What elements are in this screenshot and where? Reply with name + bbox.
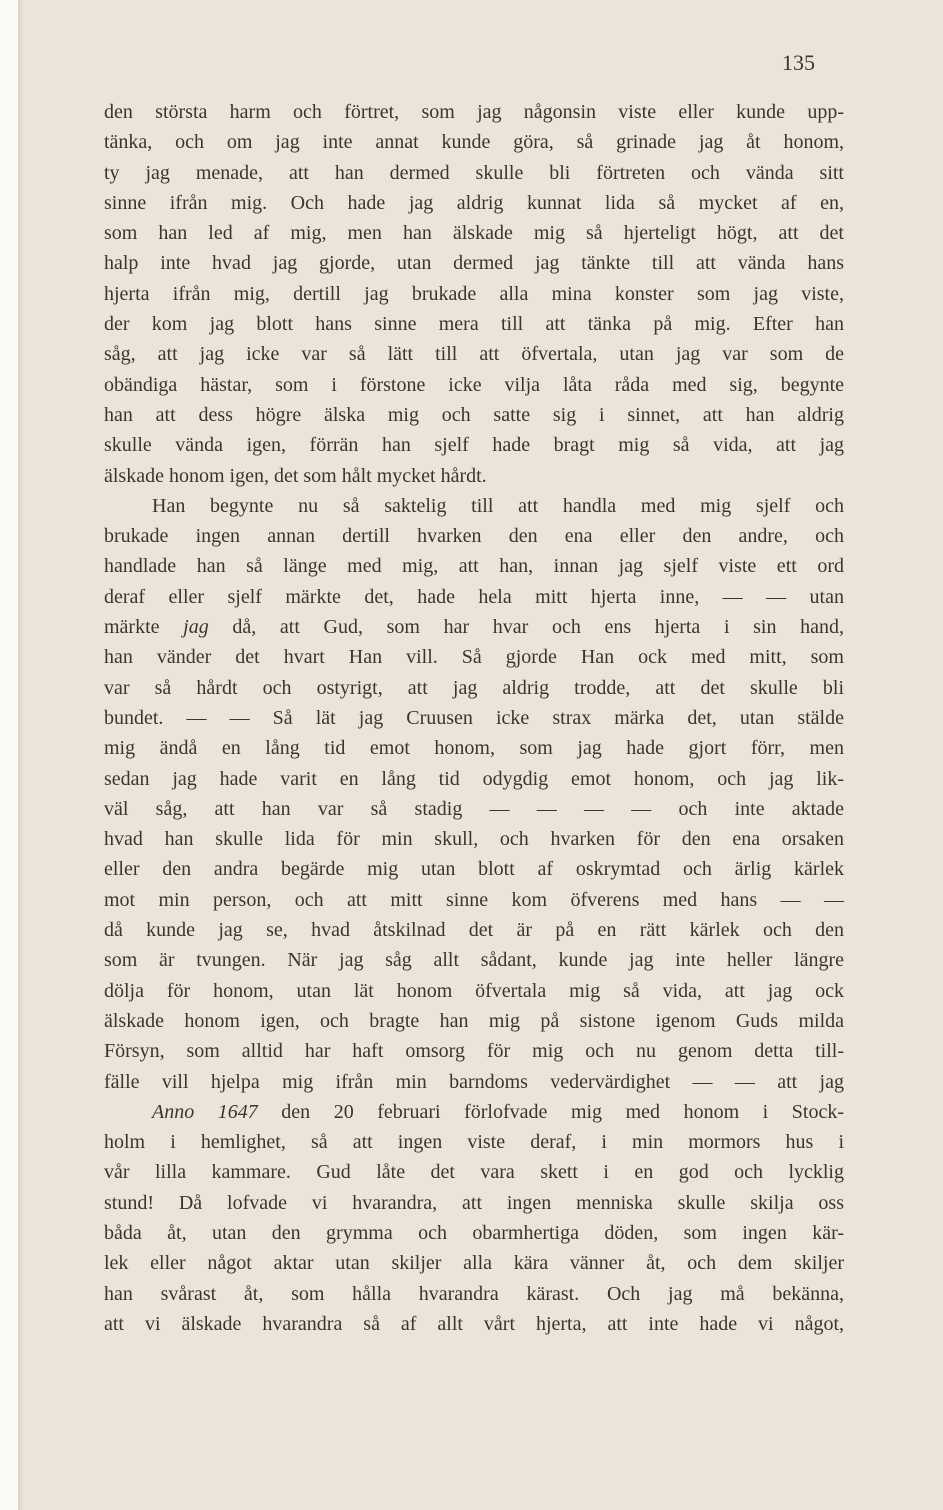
text-segment: märkte xyxy=(104,616,184,639)
text-line: ty jag menade, att han dermed skulle bli förtreten och vända sitt xyxy=(104,161,844,184)
text-line: den största harm och förtret, som jag någonsin viste eller kunde upp- xyxy=(104,101,844,123)
text-segment: den 20 februari förlofvade mig med honom i Stock- xyxy=(257,1100,844,1123)
text-line xyxy=(104,612,844,642)
text-segment: då, att Gud, som har hvar och ens hjerta i sin hand, xyxy=(208,616,844,639)
text-line: älskade honom igen, det som hålt mycket hårdt. xyxy=(104,464,487,487)
text-line: Försyn, som alltid har haft omsorg för mig och nu genom detta till- xyxy=(104,1040,844,1063)
text-line: hjerta ifrån mig, dertill jag brukade alla mina konster som jag viste, xyxy=(104,282,844,305)
text-line: tänka, och om jag inte annat kunde göra, så grinade jag åt honom, xyxy=(104,131,844,154)
text-line: holm i hemlighet, så att ingen viste deraf, i min mormors hus i xyxy=(104,1131,844,1154)
text-line: handlade han så länge med mig, att han, innan jag sjelf viste ett ord xyxy=(104,555,844,578)
text-line: brukade ingen annan dertill hvarken den ena eller den andre, och xyxy=(104,525,844,548)
text-line: såg, att jag icke var så lätt till att öfvertala, utan jag var som de xyxy=(104,343,844,366)
scan-edge-shadow xyxy=(18,0,24,1510)
text-line: väl såg, att han var så stadig — — — — och inte aktade xyxy=(104,797,844,820)
text-line: han svårast åt, som hålla hvarandra kärast. Och jag må bekänna, xyxy=(104,1282,844,1305)
text-line: var så hårdt och ostyrigt, att jag aldrig trodde, att det skulle bli xyxy=(104,676,844,699)
text-line: han vänder det hvart Han vill. Så gjorde Han ock med mitt, som xyxy=(104,646,844,669)
text-line: obändiga hästar, som i förstone icke vilja låta råda med sig, begynte xyxy=(104,373,844,396)
text-line: stund! Då lofvade vi hvarandra, att ingen menniska skulle skilja oss xyxy=(104,1191,844,1214)
text-line: halp inte hvad jag gjorde, utan dermed jag tänkte till att vända hans xyxy=(104,252,844,275)
text-line: som är tvungen. När jag såg allt sådant, kunde jag inte heller längre xyxy=(104,949,844,972)
text-line: lek eller något aktar utan skiljer alla kära vänner åt, och dem skiljer xyxy=(104,1252,844,1275)
text-line: Han begynte nu så saktelig till att handla med mig sjelf och xyxy=(152,494,844,517)
text-line: att vi älskade hvarandra så af allt vårt hjerta, att inte hade vi något, xyxy=(104,1312,844,1335)
text-line: hvad han skulle lida för min skull, och hvarken för den ena orsaken xyxy=(104,828,844,851)
text-line: älskade honom igen, och bragte han mig på sistone igenom Guds milda xyxy=(104,1009,844,1032)
text-line: sinne ifrån mig. Och hade jag aldrig kunnat lida så mycket af en, xyxy=(104,191,844,214)
text-line: fälle vill hjelpa mig ifrån min barndoms vedervärdighet — — att jag xyxy=(104,1070,844,1093)
text-line: båda åt, utan den grymma och obarmhertiga döden, som ingen kär- xyxy=(104,1221,844,1244)
text-line: som han led af mig, men han älskade mig så hjerteligt högt, att det xyxy=(104,222,844,245)
text-line: sedan jag hade varit en lång tid odygdig emot honom, och jag lik- xyxy=(104,767,844,790)
text-line: der kom jag blott hans sinne mera till att tänka på mig. Efter han xyxy=(104,313,844,336)
italic-text: Anno 1647 xyxy=(152,1100,258,1123)
text-line: mot min person, och att mitt sinne kom öfverens med hans — — xyxy=(104,888,844,911)
text-line: deraf eller sjelf märkte det, hade hela mitt hjerta inne, — — utan xyxy=(104,585,844,608)
text-line xyxy=(104,1097,844,1127)
italic-text: jag xyxy=(183,616,209,639)
text-line: bundet. — — Så lät jag Cruusen icke strax märka det, utan stälde xyxy=(104,706,844,729)
text-line: han att dess högre älska mig och satte sig i sinnet, att han aldrig xyxy=(104,403,844,426)
scan-left-margin xyxy=(0,0,18,1510)
text-line: då kunde jag se, hvad åtskilnad det är på en rätt kärlek och den xyxy=(104,919,844,942)
text-line: eller den andra begärde mig utan blott af oskrymtad och ärlig kärlek xyxy=(104,858,844,881)
text-line: vår lilla kammare. Gud låte det vara skett i en god och lycklig xyxy=(104,1161,844,1184)
text-line: skulle vända igen, förrän han sjelf hade bragt mig så vida, att jag xyxy=(104,434,844,457)
page-number: 135 xyxy=(782,50,815,75)
text-line: mig ändå en lång tid emot honom, som jag hade gjort förr, men xyxy=(104,737,844,760)
text-line: dölja för honom, utan lät honom öfvertala mig så vida, att jag ock xyxy=(104,979,844,1002)
body-text xyxy=(104,97,844,1339)
